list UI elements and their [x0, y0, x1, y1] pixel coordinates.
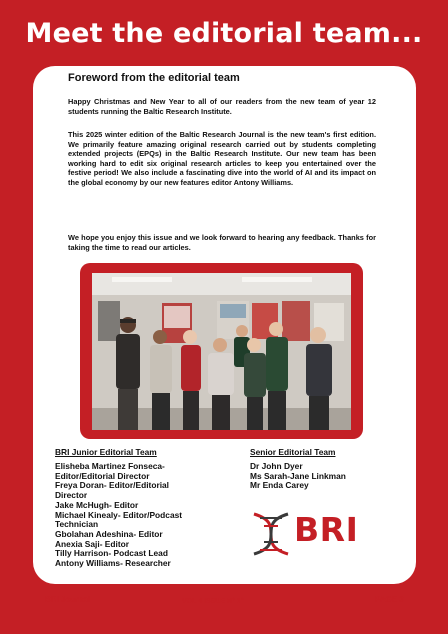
senior-team-heading: Senior Editorial Team	[250, 447, 336, 457]
junior-team-member: Tilly Harrison- Podcast Lead	[55, 548, 168, 559]
senior-team-member: Ms Sarah-Jane Linkman	[250, 470, 346, 481]
junior-team-member: Freya Doran- Editor/Editorial	[55, 480, 170, 491]
junior-team-member: Anexia Saji- Editor	[55, 538, 129, 549]
senior-team-member: Mr Enda Carey	[250, 480, 309, 491]
dna-helix-icon	[250, 510, 292, 558]
junior-team-member: Michael Kinealy- Editor/Podcast	[55, 509, 183, 520]
team-photo	[92, 273, 351, 430]
foreword-paragraph-2: This 2025 winter edition of the Baltic Research Journal is the new team's first edition. We primarily feature amazing original research carried out by students completing extended projects (EPQs) in the Baltic Research Institute. Our new team has been working hard to edit six original research articles to keep you entertained over the festive period! We also include a fascinating dive into the world of AI and its impact on the global economy by our new features editor Antony Williams.	[68, 130, 376, 187]
junior-team-member: Technician	[55, 519, 99, 530]
junior-team-member: Director	[55, 490, 88, 501]
footer-page-number: PAGE 3	[375, 595, 404, 604]
footer-issue: VOL 4 ISSUE N° 1°	[182, 598, 244, 605]
foreword-paragraph-1: Happy Christmas and New Year to all of our readers from the new team of year 12 students running the Baltic Research Institute.	[68, 97, 376, 116]
junior-team-member: Gbolahan Adeshina- Editor	[55, 528, 163, 539]
logo-text: BRI	[294, 510, 359, 549]
junior-team-member: Elisheba Martinez Fonseca-	[55, 461, 165, 471]
senior-team-list	[250, 462, 380, 491]
junior-team-list	[55, 462, 230, 569]
senior-team-member: Dr John Dyer	[250, 461, 303, 471]
footer-journal-name: BRI Journal	[45, 595, 90, 604]
junior-team-member: Antony Williams- Researcher	[55, 558, 171, 569]
junior-team-heading: BRI Junior Editorial Team	[55, 447, 157, 457]
team-photo-frame	[80, 263, 363, 439]
foreword-heading: Foreword from the editorial team	[68, 72, 240, 84]
junior-team-member: Editor/Editorial Director	[55, 470, 150, 481]
junior-team-member: Jake McHugh- Editor	[55, 499, 139, 510]
page-title: Meet the editorial team...	[25, 18, 423, 49]
foreword-paragraph-3: We hope you enjoy this issue and we look forward to hearing any feedback. Thanks for taking the time to read our articles.	[68, 233, 376, 252]
bri-logo	[250, 510, 365, 558]
